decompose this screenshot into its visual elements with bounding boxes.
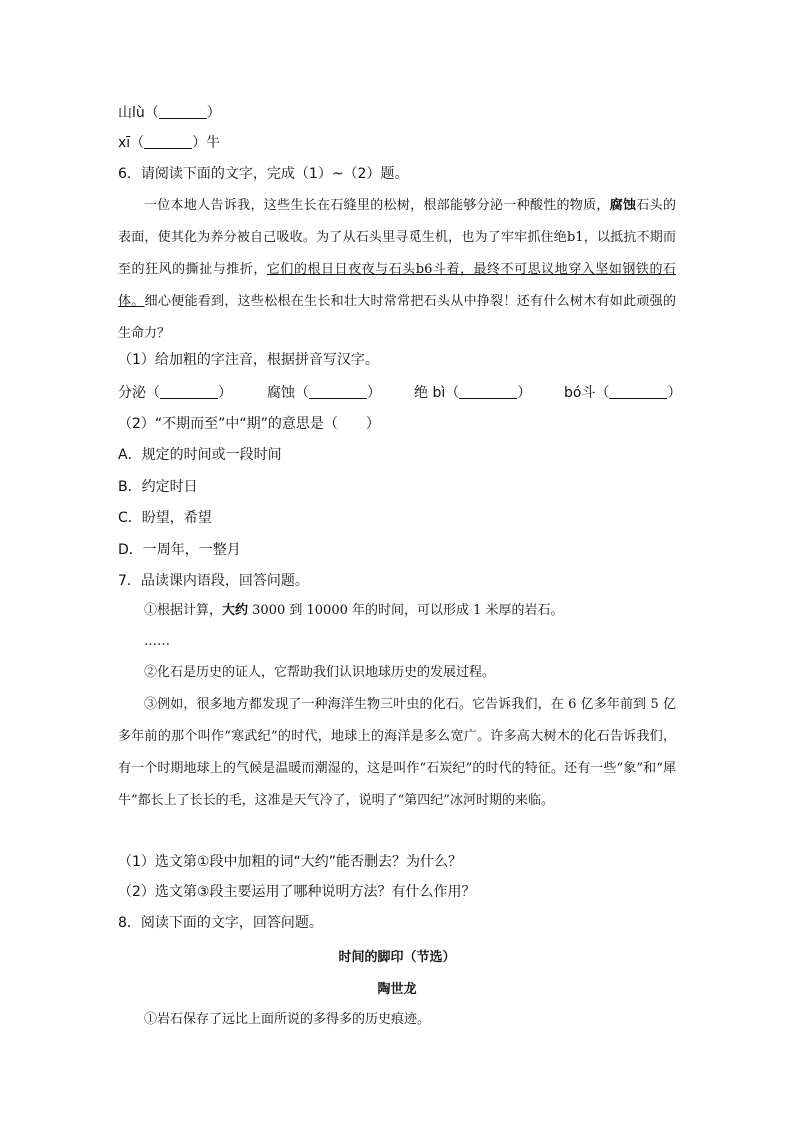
q7-para3: ③例如，很多地方都发现了一种海洋生物三叶虫的化石。它告诉我们，在 6 亿多年前到 5 亿多年前的那个叫作“寒武纪”的时代，地球上的海洋是多么宽广。许多高大树木的化石告诉我们，有一个时期地球上的气候是温暖而潮湿的，这是叫作“石炭纪”的时代的特征。还有一些“象”和“犀牛”都长上了长长的毛，这准是天气冷了，说明了“第四纪”冰河时期的来临。 xyxy=(118,697,676,808)
q6-option-d[interactable]: D．一周年，一整月 xyxy=(118,542,241,558)
answer-blank[interactable] xyxy=(459,384,517,399)
q6-stem: 6．请阅读下面的文字，完成（1）~（2）题。 xyxy=(118,166,409,182)
q5-shanlu-line: 山lù（ ） xyxy=(118,105,221,121)
q6-option-b[interactable]: B．约定时日 xyxy=(118,479,198,495)
q7-stem: 7．品读课内语段，回答问题。 xyxy=(118,573,309,589)
article-title: 时间的脚印（节选） xyxy=(338,950,456,965)
answer-blank[interactable] xyxy=(160,384,218,399)
q6-sub1: （1）给加粗的字注音，根据拼音写汉字。 xyxy=(118,352,379,368)
q7-sub1: （1）选文第①段中加粗的词“大约”能否删去？为什么？ xyxy=(118,854,462,870)
q8-stem: 8．阅读下面的文字，回答问题。 xyxy=(118,915,323,931)
article-author: 陶世龙 xyxy=(377,982,417,997)
underlined-sentence: 它们的根日日夜夜与石头b6斗着，最终不可思议地穿入坚如钢铁的石体。 xyxy=(118,262,676,309)
q5-xi-line: xī（ ）牛 xyxy=(118,135,221,151)
answer-blank[interactable] xyxy=(609,384,667,399)
answer-blank[interactable] xyxy=(159,104,207,119)
q8-para1: ①岩石保存了远比上面所说的多得多的历史痕迹。 xyxy=(144,1012,431,1027)
q6-sub2: （2）“不期而至”中“期”的意思是（ ） xyxy=(118,416,380,432)
q7-sub2: （2）选文第③段主要运用了哪种说明方法？有什么作用？ xyxy=(118,884,476,900)
word-juebi: 绝 bì（ ） xyxy=(414,385,532,401)
q6-passage: 一位本地人告诉我，这些生长在石缝里的松树，根部能够分泌一种酸性的物质，腐蚀石头的表面，使其化为养分被自己吸收。为了从石头里寻觅生机，也为了牢牢抓住绝b1，以抵抗不期而至的狂风的撕扯与推折，它们的根日日夜夜与石头b6斗着，最终不可思议地穿入坚如钢铁的石体。细心便能看到，这些松根在生长和壮大时常常把石头从中挣裂！还有什么树木有如此顽强的生命力？ xyxy=(118,198,676,341)
q7-para2: ②化石是历史的证人，它帮助我们认识地球历史的发展过程。 xyxy=(144,665,496,680)
answer-blank[interactable] xyxy=(309,384,367,399)
q6-word-row xyxy=(118,383,682,403)
q6-option-a[interactable]: A．规定的时间或一段时间 xyxy=(118,447,282,463)
bold-word-dayue: 大约 xyxy=(222,603,249,618)
q7-ellipsis: …… xyxy=(144,634,170,649)
q6-option-c[interactable]: C．盼望，希望 xyxy=(118,510,212,526)
word-fenmi: 分泌（ ） xyxy=(118,385,232,401)
word-fushi: 腐蚀（ ） xyxy=(267,385,381,401)
bold-word-fushi: 腐蚀 xyxy=(609,198,637,213)
answer-blank[interactable] xyxy=(144,134,192,149)
word-bodou: bó斗（ ） xyxy=(564,385,682,401)
q7-para1: ①根据计算，大约 3000 到 10000 年的时间，可以形成 1 米厚的岩石。 xyxy=(144,603,564,618)
